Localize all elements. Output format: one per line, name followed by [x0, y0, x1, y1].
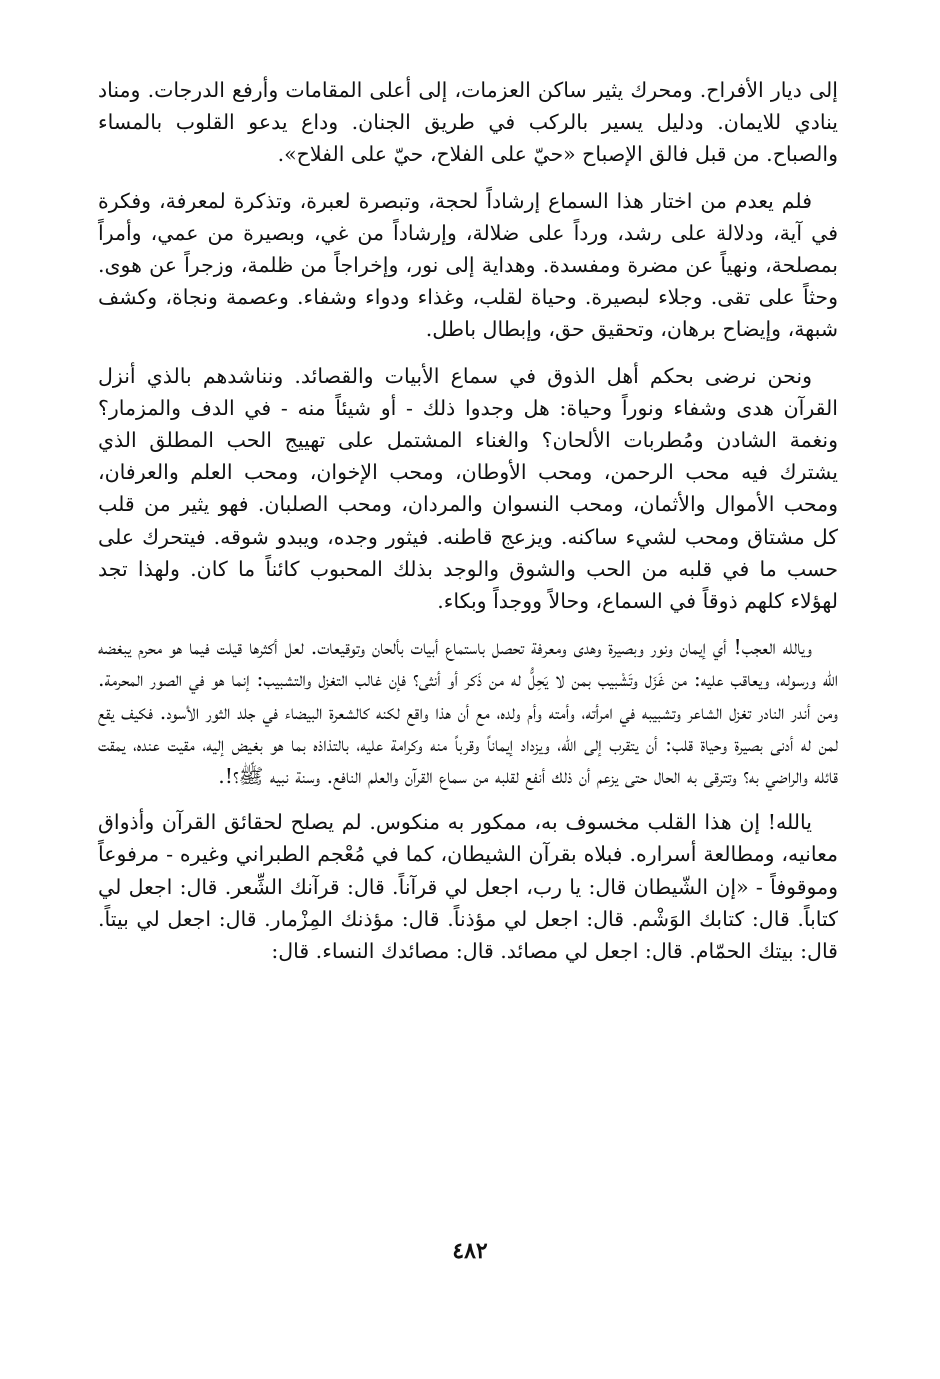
paragraph-1: إلى ديار الأفراح. ومحرك يثير ساكن العزمات، إلى أعلى المقامات وأرفع الدرجات. ومناد ينادي للايمان. ودليل يسير بالركب في طريق الجنان. وداع يدعو القلوب بالمساء والصباح. من قبل فالق الإصباح «حيّ على الفلاح، حيّ على الفلاح». — [98, 78, 838, 167]
paragraph-4: ويالله العجب! أي إيمان ونور وبصيرة وهدى ومعرفة تحصل باستماع أبيات بألحان وتوقيعات. لعل أكثرها قيلت فيما هو محرم يبغضه الله ورسوله، ويعاقب عليه: من غَزَل وتَشْبيب بمن لا يَحِلُّ له من ذَكر أو أنثى؟ فإن غالب التغزل والتشبيب: إنما هو في الصور المحرمة. ومن أندر النادر تغزل الشاعر وتشبيبه في امرأته، وأمته وأم ولده، مع أن هذا واقع لكنه كالشعرة البيضاء في جلد الثور الأسود. فكيف يقع لمن له أدنى بصيرة وحياة قلب: أن يتقرب إلى الله، ويزداد إيماناً وقرباً منه وكرامة عليه، بالتذاذه بما هو بغيض إليه، مقيت عنده، يمقت قائله والراضي به؟ وتترقى به الحال حتى يزعم أن ذلك أنفع لقلبه من سماع القرآن والعلم النافع. وسنة نبيه ﷺ؟!. — [98, 635, 838, 789]
page-number: ٤٨٢ — [452, 1238, 488, 1264]
page-body — [98, 74, 838, 981]
paragraph-5: يالله! إن هذا القلب مخسوف به، ممكور به منكوس. لم يصلح لحقائق القرآن وأذواق معانيه، ومطالعة أسراره. فبلاه بقرآن الشيطان، كما في مُعْجم الطبراني وغيره - مرفوعاً وموقوفاً - «إن الشّيطان قال: يا رب، اجعل لي قرآناً. قال: قرآنك الشِّعر. قال: اجعل لي كتاباً. قال: كتابك الوَشْم. قال: اجعل لي مؤذناً. قال: مؤذنك المِزْمار. قال: اجعل لي بيتاً. قال: بيتك الحمّام. قال: اجعل لي مصائد. قال: مصائدك النساء. قال: — [98, 810, 838, 964]
paragraph-2: فلم يعدم من اختار هذا السماع إرشاداً لحجة، وتبصرة لعبرة، وتذكرة لمعرفة، وفكرة في آية، ودلالة على رشد، ورداً على ضلالة، وإرشاداً من غي، وبصيرة من عمي، وأمراً بمصلحة، ونهياً عن مضرة ومفسدة. وهداية إلى نور، وإخراجاً من ظلمة، وزجراً عن هوى. وحثاً على تقى. وجلاء لبصيرة. وحياة لقلب، وغذاء ودواء وشفاء. وعصمة ونجاة، وكشف شبهة، وإيضاح برهان، وتحقيق حق، وإبطال باطل. — [98, 188, 838, 342]
paragraph-3: ونحن نرضى بحكم أهل الذوق في سماع الأبيات والقصائد. ونناشدهم بالذي أنزل القرآن هدى وشفاء ونوراً وحياة: هل وجدوا ذلك - أو شيئاً منه - في الدف والمزمار؟ ونغمة الشادن ومُطربات الألحان؟ والغناء المشتمل على تهييج الحب المطلق الذي يشترك فيه محب الرحمن، ومحب الأوطان، ومحب الإخوان، ومحب العلم والعرفان، ومحب الأموال والأثمان، ومحب النسوان والمردان، ومحب الصلبان. فهو يثير من قلب كل مشتاق ومحب لشيء ساكنه. ويزعج قاطنه. فيثور وجده، ويبدو شوقه. فيتحرك على حسب ما في قلبه من الحب والشوق والوجد بذلك المحبوب كائناً ما كان. ولهذا تجد لهؤلاء كلهم ذوقاً في السماع، وحالاً ووجداً وبكاء. — [98, 363, 838, 614]
